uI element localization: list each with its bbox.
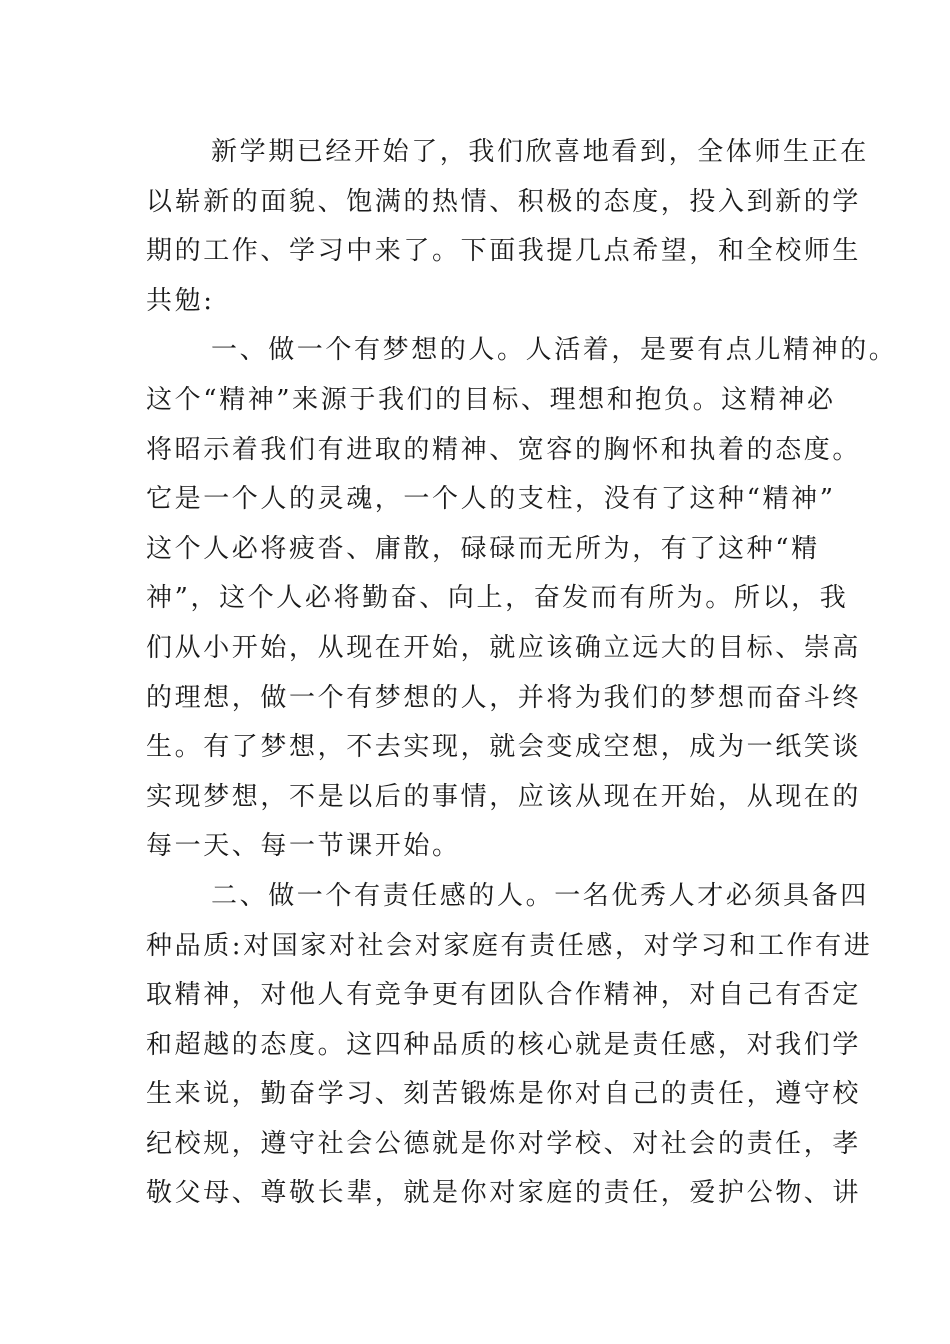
paragraph-2-line-7: 们从小开始，从现在开始，就应该确立远大的目标、崇高 bbox=[146, 632, 862, 663]
paragraph-3-line-7: 敬父母、尊敬长辈，就是你对家庭的责任，爱护公物、讲 bbox=[146, 1178, 862, 1209]
paragraph-2-line-5: 这个人必将疲沓、庸散，碌碌而无所为，有了这种“精 bbox=[146, 533, 820, 564]
paragraph-3-line-2: 种品质:对国家对社会对家庭有责任感，对学习和工作有进 bbox=[146, 930, 873, 961]
paragraph-3-line-6: 纪校规，遵守社会公德就是你对学校、对社会的责任，孝 bbox=[146, 1128, 862, 1159]
paragraph-2-line-4: 它是一个人的灵魂，一个人的支柱，没有了这种“精神” bbox=[146, 484, 836, 515]
paragraph-1-line-1: 新学期已经开始了，我们欣喜地看到，全体师生正在 bbox=[211, 137, 869, 167]
paragraph-3-line-3: 取精神，对他人有竞争更有团队合作精神，对自己有否定 bbox=[146, 980, 862, 1011]
paragraph-2-line-9: 生。有了梦想，不去实现，就会变成空想，成为一纸笑谈 bbox=[146, 732, 862, 763]
body-text bbox=[146, 128, 898, 1219]
paragraph-2-line-3: 将昭示着我们有进取的精神、宽容的胸怀和执着的态度。 bbox=[146, 434, 862, 465]
paragraph-3-line-1: 二、做一个有责任感的人。一名优秀人才必须具备四 bbox=[211, 880, 869, 911]
paragraph-1-line-3: 期的工作、学习中来了。下面我提几点希望，和全校师生 bbox=[146, 236, 862, 267]
paragraph-1-line-4: 共勉: bbox=[146, 285, 215, 316]
paragraph-1-line-2: 以崭新的面貌、饱满的热情、积极的态度，投入到新的学 bbox=[146, 186, 862, 217]
paragraph-3-line-4: 和超越的态度。这四种品质的核心就是责任感，对我们学 bbox=[146, 1029, 862, 1060]
paragraph-2-line-2: 这个“精神”来源于我们的目标、理想和抱负。这精神必 bbox=[146, 384, 836, 415]
paragraph-2-line-8: 的理想，做一个有梦想的人，并将为我们的梦想而奋斗终 bbox=[146, 682, 862, 713]
paragraph-2-line-11: 每一天、每一节课开始。 bbox=[146, 831, 461, 862]
paragraph-3-line-5: 生来说，勤奋学习、刻苦锻炼是你对自己的责任，遵守校 bbox=[146, 1079, 862, 1110]
paragraph-2-line-6: 神”，这个人必将勤奋、向上，奋发而有所为。所以，我 bbox=[146, 583, 849, 614]
paragraph-2-line-1: 一、做一个有梦想的人。人活着，是要有点儿精神的。 bbox=[211, 335, 898, 366]
paragraph-2-line-10: 实现梦想，不是以后的事情，应该从现在开始，从现在的 bbox=[146, 781, 862, 812]
